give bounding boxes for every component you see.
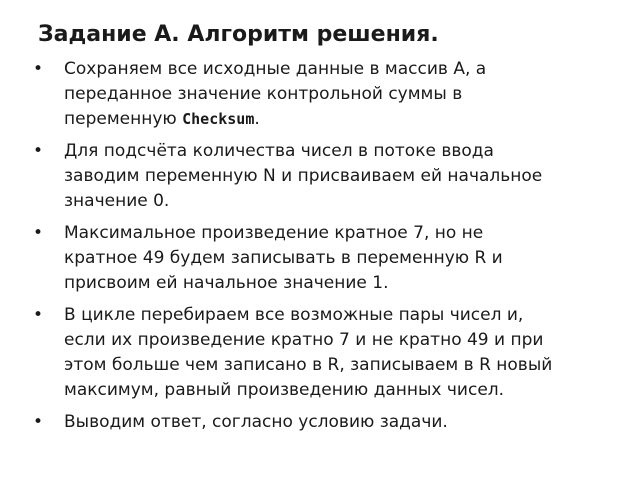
bullet-text-line: присвоим ей начальное значение 1. [64, 273, 389, 293]
bullet-text-line: Сохраняем все исходные данные в массив А, а [64, 59, 487, 79]
bullet-dot-icon: • [33, 141, 44, 161]
bullet-text-line: Выводим ответ, согласно условию задачи. [64, 412, 448, 432]
bullet-item [0, 303, 640, 403]
bullet-item [0, 139, 640, 214]
bullet-dot-icon: • [33, 412, 44, 432]
bullet-item [0, 410, 640, 435]
bullet-text-line: если их произведение кратно 7 и не кратно 49 и при [64, 330, 544, 350]
slide-title: Задание А. Алгоритм решения. [38, 22, 439, 47]
bullet-dot-icon: • [33, 305, 44, 325]
bullet-text-line: этом больше чем записано в R, записываем в R новый [64, 355, 553, 375]
bullet-text-line [64, 107, 628, 132]
bullet-text-line: заводим переменную N и присваиваем ей начальное [64, 166, 543, 186]
bullet-list [0, 57, 640, 442]
bullet-item [0, 57, 640, 132]
bullet-text-prefix: переменную [64, 109, 183, 129]
bullet-text-line: кратное 49 будем записывать в переменную R и [64, 248, 503, 268]
bullet-text-line: максимум, равный произведению данных чисел. [64, 380, 505, 400]
bullet-text-line: Для подсчёта количества чисел в потоке ввода [64, 141, 494, 161]
bullet-dot-icon: • [33, 223, 44, 243]
bullet-text-suffix: . [254, 109, 260, 129]
bullet-text-line: Максимальное произведение кратное 7, но не [64, 223, 484, 243]
bullet-dot-icon: • [33, 59, 44, 79]
bullet-item [0, 221, 640, 296]
bullet-text-line: переданное значение контрольной суммы в [64, 84, 463, 104]
code-variable-name: Checksum [182, 110, 255, 128]
bullet-text-line: В цикле перебираем все возможные пары чисел и, [64, 305, 524, 325]
bullet-text-line: значение 0. [64, 191, 170, 211]
